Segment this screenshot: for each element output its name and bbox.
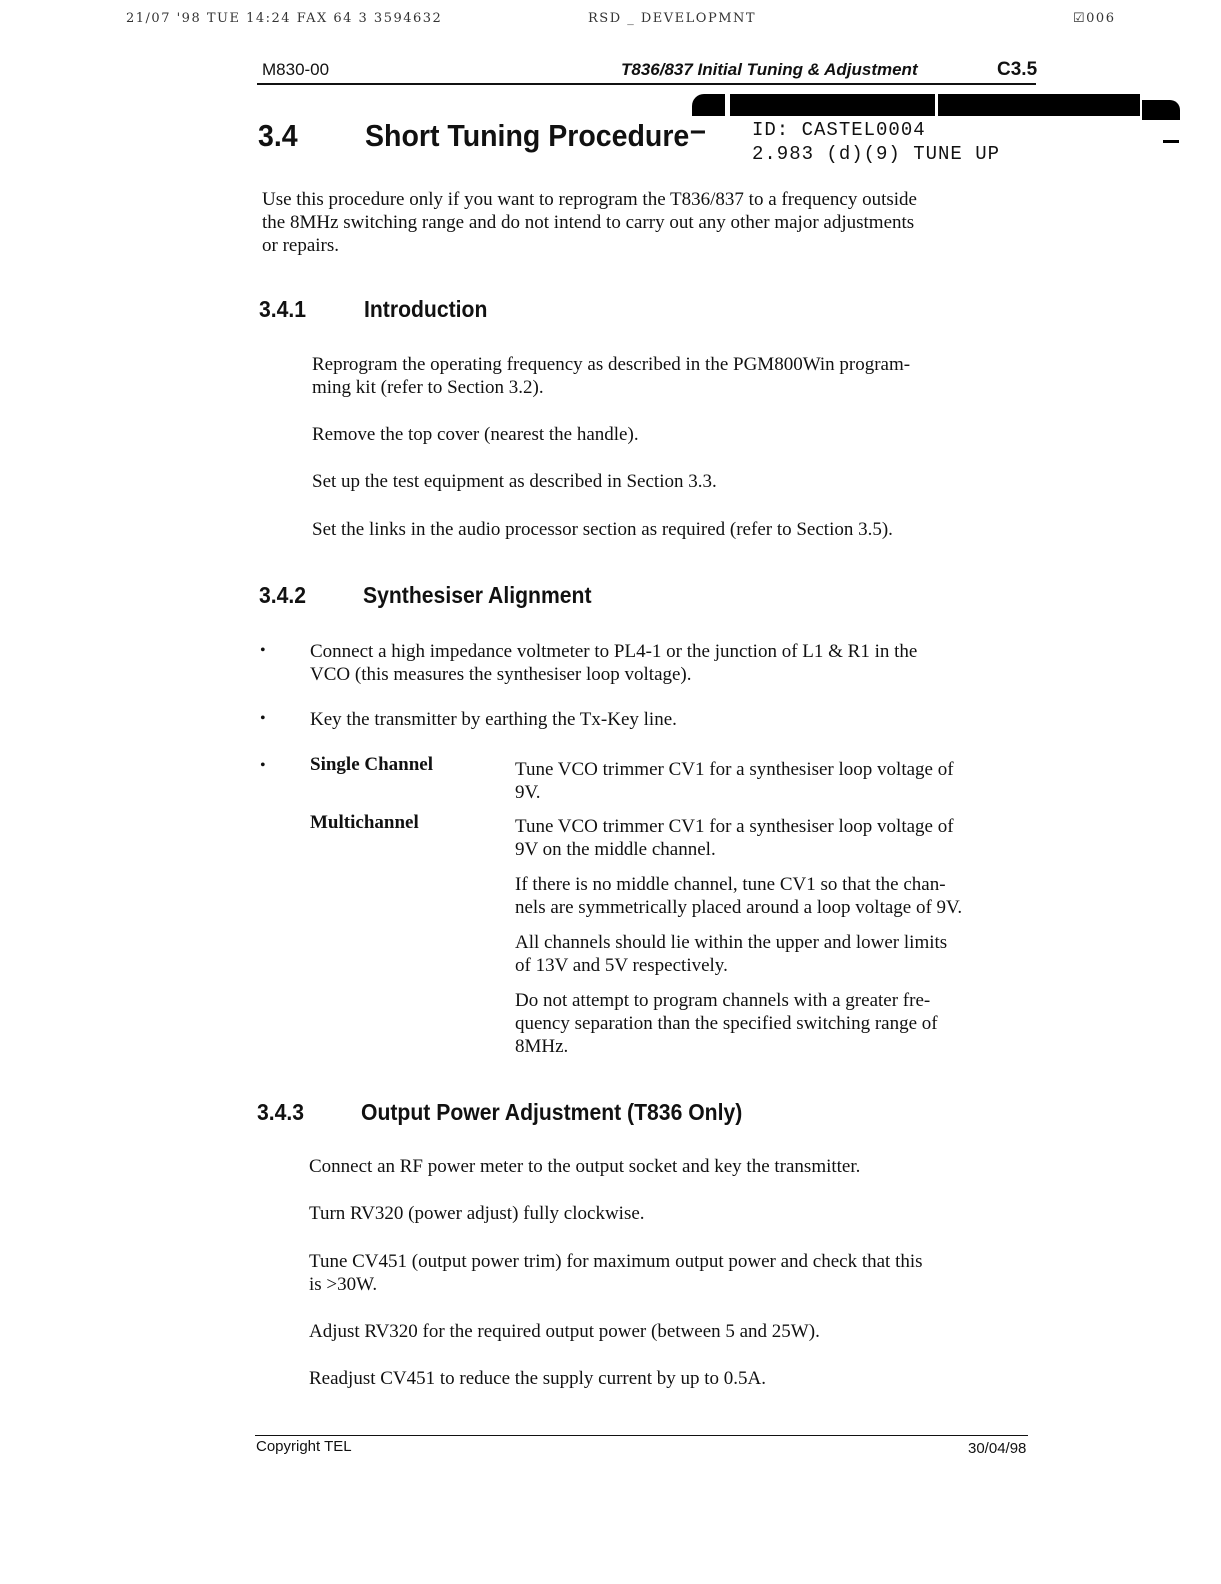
stamp-reference: 2.983 (d)(9) TUNE UP xyxy=(752,143,1001,165)
intro-step-1-line-2: ming kit (refer to Section 3.2). xyxy=(312,377,544,398)
multichannel-note-2-line-1: If there is no middle channel, tune CV1 so that the chan- xyxy=(515,874,946,895)
black-bar-edge xyxy=(1142,100,1180,120)
doc-page-ref: C3.5 xyxy=(997,59,1038,80)
single-channel-label: Single Channel xyxy=(310,754,434,775)
header-rule xyxy=(257,83,1036,85)
power-step-5: Readjust CV451 to reduce the supply current by up to 0.5A. xyxy=(309,1368,766,1389)
multichannel-note-1-line-1: Tune VCO trimmer CV1 for a synthesiser loop voltage of xyxy=(515,816,954,837)
section-number: 3.4 xyxy=(258,118,298,153)
intro-step-4: Set the links in the audio processor section as required (refer to Section 3.5). xyxy=(312,519,893,540)
power-step-3-line-2: is >30W. xyxy=(309,1274,378,1295)
power-step-2: Turn RV320 (power adjust) fully clockwise. xyxy=(309,1203,645,1224)
synth-step-2: Key the transmitter by earthing the Tx-Key line. xyxy=(310,709,677,730)
section-title: Short Tuning Procedure xyxy=(365,118,690,153)
power-step-1: Connect an RF power meter to the output socket and key the transmitter. xyxy=(309,1156,861,1177)
synth-step-1-line-2: VCO (this measures the synthesiser loop voltage). xyxy=(310,664,692,685)
multichannel-note-4-line-3: 8MHz. xyxy=(515,1036,569,1057)
multichannel-note-3-line-1: All channels should lie within the upper and lower limits xyxy=(515,932,948,953)
fax-sender: RSD _ DEVELOPMNT xyxy=(588,11,757,26)
footer-rule xyxy=(255,1435,1028,1436)
bullet-mark: • xyxy=(260,757,266,774)
subsection-title-power: Output Power Adjustment (T836 Only) xyxy=(361,1099,743,1125)
edge-dash-mark xyxy=(1163,140,1179,143)
power-step-3-line-1: Tune CV451 (output power trim) for maximum output power and check that this xyxy=(309,1251,923,1272)
stamp-id: ID: CASTEL0004 xyxy=(752,119,926,141)
multichannel-note-1-line-2: 9V on the middle channel. xyxy=(515,839,716,860)
black-bar-right xyxy=(938,94,1140,116)
intro-step-2: Remove the top cover (nearest the handle). xyxy=(312,424,639,445)
footer-date: 30/04/98 xyxy=(968,1440,1027,1457)
intro-step-3: Set up the test equipment as described in Section 3.3. xyxy=(312,471,717,492)
single-channel-line-2: 9V. xyxy=(515,782,541,803)
section-dash: – xyxy=(690,112,706,147)
doc-title: T836/837 Initial Tuning & Adjustment xyxy=(621,60,918,79)
subsection-number-power: 3.4.3 xyxy=(257,1099,305,1125)
synth-step-1-line-1: Connect a high impedance voltmeter to PL4-1 or the junction of L1 & R1 in the xyxy=(310,641,918,662)
subsection-title-synth: Synthesiser Alignment xyxy=(363,582,592,608)
footer-copyright: Copyright TEL xyxy=(256,1438,352,1455)
intro-step-1-line-1: Reprogram the operating frequency as described in the PGM800Win program- xyxy=(312,354,911,375)
bullet-mark: • xyxy=(260,710,266,727)
intro-line-3: or repairs. xyxy=(262,235,340,256)
multichannel-note-3-line-2: of 13V and 5V respectively. xyxy=(515,955,728,976)
intro-line-2: the 8MHz switching range and do not intend to carry out any other major adjustments xyxy=(262,212,915,233)
fax-datetime: 21/07 '98 TUE 14:24 FAX 64 3 3594632 xyxy=(126,11,443,26)
doc-code: M830-00 xyxy=(262,60,330,79)
single-channel-line-1: Tune VCO trimmer CV1 for a synthesiser loop voltage of xyxy=(515,759,954,780)
multichannel-label: Multichannel xyxy=(310,812,419,833)
subsection-number-synth: 3.4.2 xyxy=(259,582,307,608)
fax-page-number: ☑006 xyxy=(1073,11,1116,26)
subsection-title-intro: Introduction xyxy=(364,296,488,322)
subsection-number-intro: 3.4.1 xyxy=(259,296,307,322)
multichannel-note-4-line-1: Do not attempt to program channels with a greater fre- xyxy=(515,990,931,1011)
bullet-mark: • xyxy=(260,642,266,659)
multichannel-note-4-line-2: quency separation than the specified switching range of xyxy=(515,1013,938,1034)
multichannel-note-2-line-2: nels are symmetrically placed around a loop voltage of 9V. xyxy=(515,897,963,918)
power-step-4: Adjust RV320 for the required output power (between 5 and 25W). xyxy=(309,1321,820,1342)
intro-line-1: Use this procedure only if you want to reprogram the T836/837 to a frequency outside xyxy=(262,189,917,210)
black-bar-mid xyxy=(730,94,935,116)
